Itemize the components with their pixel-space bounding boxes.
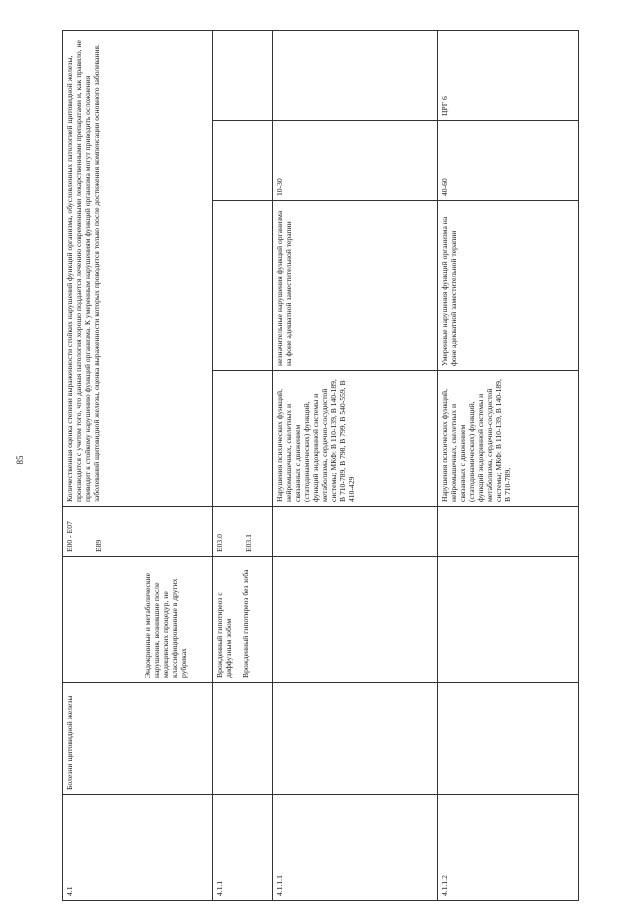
icd-code: E89 [93,539,103,552]
percent-cell: 10-30 [273,121,438,201]
code-cell [63,507,213,557]
blank-cell [273,557,438,683]
percent-cell: 40-60 [438,121,579,201]
blank-cell [273,507,438,557]
diagnosis-cell [63,557,213,683]
icd-code: E03.1 [243,534,253,552]
characteristic-cell: незначительные нарушения функций организма на фоне адекватной заместительной терапии [273,201,438,371]
blank-cell [213,121,273,201]
row-number: 4.1.1 [213,795,273,901]
blank-cell [438,683,579,795]
blank-cell [213,371,273,507]
diagnosis-text: Врожденный гипотиреоз без зоба [240,569,250,678]
code-cell [213,507,273,557]
class-name: Болезни щитовидной железы [63,683,213,795]
page-number: 85 [15,455,25,465]
blank-cell [213,30,273,120]
diagnosis-text: Эндокринные и метаболические нарушения, возникшие после медицинских процедур, не классифицированные в других рубриках [143,573,188,678]
diagnosis-text: Врожденный гипотиреоз с диффузным зобом [215,592,233,678]
table-row [438,30,579,900]
row-number: 4.1 [63,795,213,901]
icd-code: E00 - E07 [65,521,74,552]
table-row [213,30,273,900]
functions-cell: Нарушения психических функций, нейромышечных, скелетных и связанных с движением (статодинамических) функций, функций эндокринной системы и метаболизма, сердечно-сосудистой системы; МКФ: В 110-139, В 140-189, В 710-789, В 798, В 799, В 540-559, В 410-429 [273,371,438,507]
row-number: 4.1.1.1 [273,795,438,901]
functions-cell: Нарушения психических функций, нейромышечных, скелетных и связанных с движением (статодинамических) функций, функций эндокринной системы и метаболизма, сердечно-сосудистой системы; МКФ: В 110-139, В 140-189, В 710-789, [438,371,579,507]
blank-cell [213,201,273,371]
blank-cell [438,557,579,683]
table-row [273,30,438,900]
characteristic-cell: Умеренные нарушения функций организма на фоне адекватной заместительной терапии [438,201,579,371]
blank-cell [438,507,579,557]
row-number: 4.1.1.2 [438,795,579,901]
diagnosis-cell [213,557,273,683]
icd-code: E03.0 [215,534,224,552]
blank-cell [213,683,273,795]
rotated-document [62,31,578,901]
group-cell: ЦРГ 6 [438,30,579,120]
blank-cell [273,683,438,795]
table-row [63,30,213,900]
group-cell [273,30,438,120]
criteria-table [62,30,579,901]
note-cell: Количественная оценка степени выраженности стойких нарушений функций организма, обусловленных патологией щитовидной железы, производится с учетом того, что данная патология хорошо поддается лечению современными лекарственными препаратами и, как правило, не приводит к стойкому нарушению функций организма. К умеренным нарушениям функций организма могут приводить осложнения заболеваний щитовидной железы, оценка выраженности которых проводится только после достижения компенсации основного заболевания. [63,30,213,506]
